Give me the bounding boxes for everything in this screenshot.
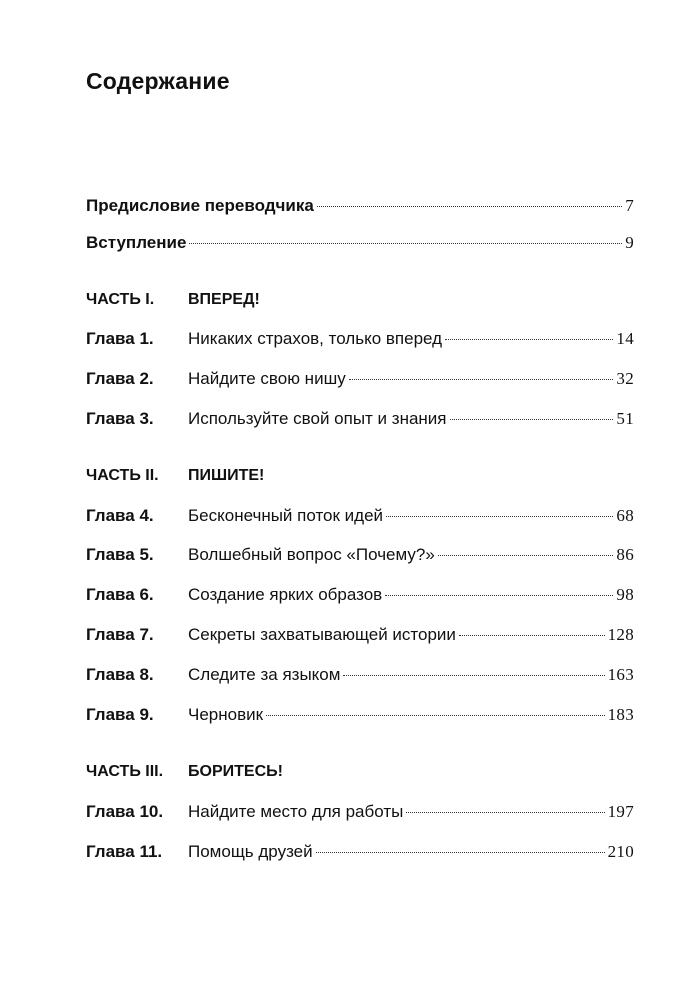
toc-entry-chapter-2[interactable] [86,366,634,392]
toc-entry-chapter-8[interactable] [86,662,634,688]
chapter-title: Найдите свою нишу [188,369,346,388]
page-number: 14 [616,329,634,348]
toc-entry-chapter-3[interactable] [86,406,634,432]
chapter-title: Никаких страхов, только вперед [188,329,443,348]
chapter-label: Глава 9. [86,705,154,724]
part-heading-2 [86,463,264,489]
part-label: ЧАСТЬ I. [86,291,155,308]
dot-leader [317,206,622,207]
chapter-label: Глава 1. [86,329,154,348]
part-name: БОРИТЕСЬ! [188,763,283,780]
chapter-label: Глава 8. [86,665,154,684]
part-label: ЧАСТЬ II. [86,467,159,484]
page-number: 9 [625,233,634,252]
page-number: 68 [616,506,634,525]
entry-title: Вступление [86,233,187,252]
chapter-title: Черновик [188,705,264,724]
part-heading-1 [86,287,260,313]
part-name: ВПЕРЕД! [188,291,260,308]
dot-leader [445,339,613,340]
chapter-label: Глава 10. [86,802,164,821]
dot-leader [386,516,613,517]
dot-leader [266,715,605,716]
toc-entry-chapter-4[interactable] [86,503,634,529]
toc-entry-preface[interactable] [86,193,634,219]
page-number: 86 [616,545,634,564]
dot-leader [343,675,604,676]
chapter-title: Найдите место для работы [188,802,404,821]
page-number: 183 [607,705,634,724]
page-number: 210 [607,842,634,861]
part-heading-3 [86,759,283,785]
page-title: Содержание [86,68,230,94]
chapter-label: Глава 6. [86,585,154,604]
dot-leader [349,379,614,380]
chapter-title: Создание ярких образов [188,585,383,604]
dot-leader [385,595,613,596]
chapter-label: Глава 11. [86,842,163,861]
chapter-label: Глава 7. [86,625,154,644]
chapter-title: Следите за языком [188,665,341,684]
toc-entry-chapter-10[interactable] [86,799,634,825]
page-number: 128 [607,625,634,644]
page-number: 98 [616,585,634,604]
toc-entry-chapter-11[interactable] [86,839,634,865]
chapter-label: Глава 4. [86,506,154,525]
chapter-title: Бесконечный поток идей [188,506,384,525]
toc-entry-chapter-5[interactable] [86,542,634,568]
dot-leader [450,419,614,420]
chapter-label: Глава 2. [86,369,154,388]
toc-entry-chapter-6[interactable] [86,582,634,608]
chapter-title: Используйте свой опыт и знания [188,409,447,428]
dot-leader [189,243,622,244]
chapter-title: Волшебный вопрос «Почему?» [188,545,435,564]
dot-leader [459,635,605,636]
toc-entry-chapter-7[interactable] [86,622,634,648]
part-name: ПИШИТЕ! [188,467,265,484]
dot-leader [316,852,605,853]
dot-leader [438,555,614,556]
entry-title: Предисловие переводчика [86,196,314,215]
page-number: 7 [625,196,634,215]
toc-entry-chapter-9[interactable] [86,702,634,728]
chapter-title: Секреты захватывающей истории [188,625,456,644]
chapter-label: Глава 5. [86,545,154,564]
part-label: ЧАСТЬ III. [86,763,164,780]
chapter-title: Помощь друзей [188,842,313,861]
page-number: 163 [607,665,634,684]
dot-leader [406,812,604,813]
toc-entry-introduction[interactable] [86,230,634,256]
page-number: 32 [616,369,634,388]
page-number: 51 [616,409,634,428]
chapter-label: Глава 3. [86,409,154,428]
page-number: 197 [607,802,634,821]
toc-entry-chapter-1[interactable] [86,326,634,352]
